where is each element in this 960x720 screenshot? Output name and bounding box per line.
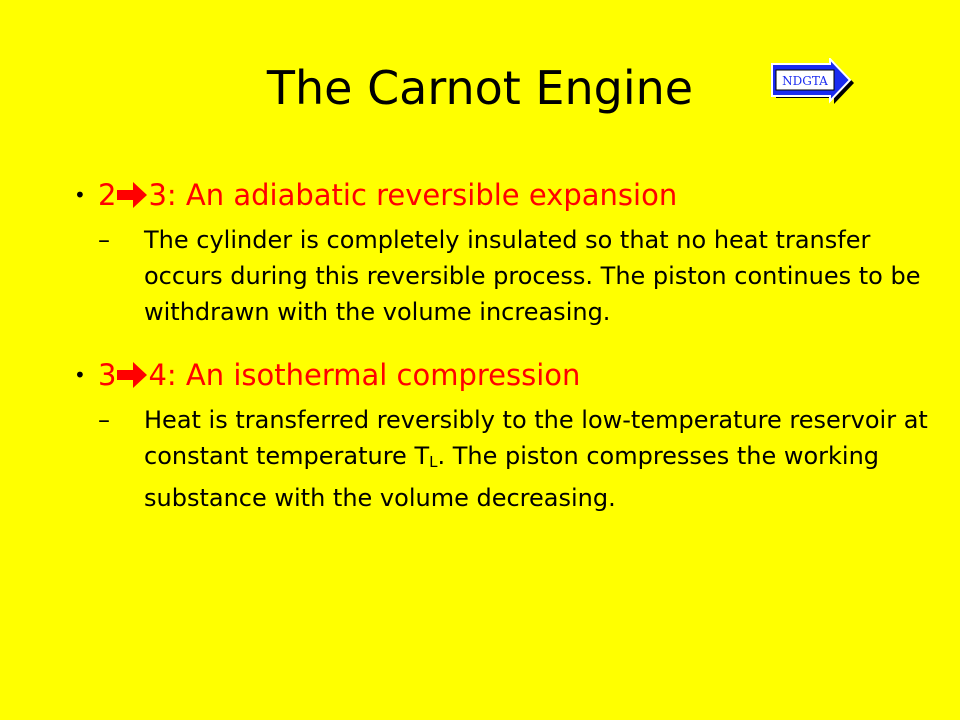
bullet-start: 3	[98, 358, 117, 392]
sub-bullet-text-main: Heat is transferred reversibly to the low-temperature reservoir at constant temperature T	[144, 406, 928, 470]
bullet-start: 2	[98, 178, 117, 212]
sub-bullet-dash: –	[98, 406, 110, 434]
logo-label: NDGTA	[782, 74, 828, 88]
right-arrow-icon	[117, 351, 147, 377]
bullet-item	[74, 348, 934, 402]
bullet-heading	[98, 358, 580, 392]
ndgta-logo[interactable]	[768, 58, 860, 108]
bullet-end: 3: An adiabatic reversible expansion	[148, 178, 678, 212]
bullet-item	[74, 168, 934, 222]
content-list	[74, 168, 934, 534]
sub-bullet-dash: –	[98, 226, 110, 254]
subscript-l: L	[429, 453, 438, 471]
slide-title: The Carnot Engine	[266, 61, 694, 115]
sub-bullet-text	[144, 402, 934, 516]
bullet-heading	[98, 178, 677, 212]
sub-bullet-text: The cylinder is completely insulated so that no heat transfer occurs during this reversible process. The piston continues to be withdrawn with the volume increasing.	[144, 226, 921, 326]
bullet-dot: •	[74, 183, 86, 207]
sub-bullet-item	[74, 402, 934, 516]
bullet-dot: •	[74, 363, 86, 387]
sub-bullet-item	[74, 222, 934, 330]
right-arrow-icon	[117, 171, 147, 197]
sub-bullet-text-after: . The piston compresses the working substance with the volume decreasing.	[144, 442, 880, 512]
bullet-end: 4: An isothermal compression	[148, 358, 581, 392]
